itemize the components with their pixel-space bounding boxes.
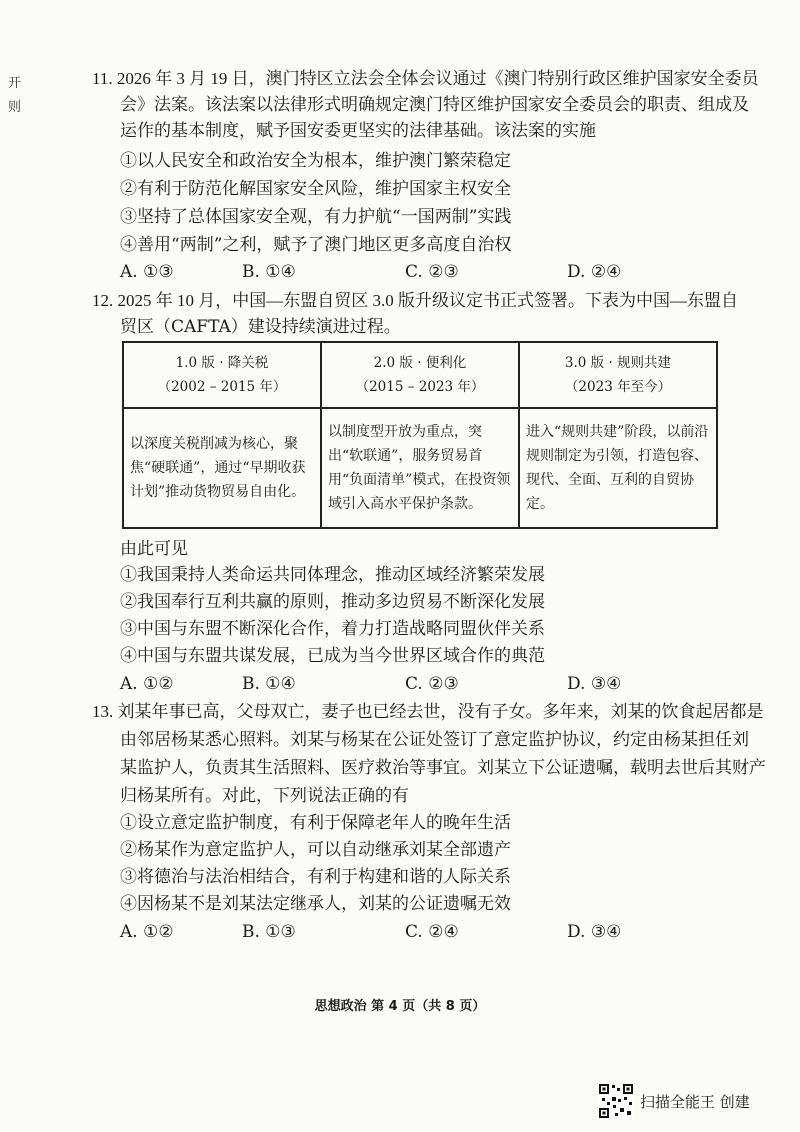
table-header-v1-title: 1.0 版 · 降关税	[175, 355, 269, 371]
q13-stem-line-4: 归杨某所有。对此，下列说法正确的有	[120, 786, 409, 806]
q11-option-d[interactable]: D. ②④	[567, 262, 622, 282]
q11-stem-line-3: 运作的基本制度，赋予国安委更坚实的法律基础。该法案的实施	[120, 121, 596, 141]
q11-item-3: ③坚持了总体国家安全观，有力护航“一国两制”实践	[120, 207, 512, 227]
q13-item-4: ④因杨某不是刘某法定继承人，刘某的公证遗嘱无效	[120, 894, 511, 914]
q13-item-2: ②杨某作为意定监护人，可以自动继承刘某全部遗产	[120, 840, 511, 860]
q12-stem-line-1: 12. 2025 年 10 月，中国—东盟自贸区 3.0 版升级议定书正式签署。下表为中国—东盟自	[92, 291, 738, 310]
scanner-watermark-text: 扫描全能王 创建	[640, 1092, 750, 1111]
table-cell-v2: 以制度型开放为重点，突出“软联通”，服务贸易首用“负面清单”模式，在投资领域引入高水平保护条款。	[321, 408, 519, 528]
q13-option-a[interactable]: A. ①②	[120, 922, 174, 942]
q11-stem-line-2: 会》法案。该法案以法律形式明确规定澳门特区维护国家安全委员会的职责、组成及	[120, 95, 749, 115]
q11-options	[120, 259, 720, 285]
q11-item-4: ④善用“两制”之利，赋予了澳门地区更多高度自治权	[120, 235, 512, 255]
q12-option-d[interactable]: D. ③④	[567, 674, 622, 694]
q11-item-1: ①以人民安全和政治安全为根本，维护澳门繁荣稳定	[120, 151, 511, 171]
q11-option-a[interactable]: A. ①③	[120, 262, 174, 282]
cafta-evolution-table	[122, 341, 718, 529]
q13-option-c[interactable]: C. ②④	[405, 922, 459, 942]
q13-options	[120, 919, 720, 945]
qr-code-icon	[598, 1083, 634, 1119]
q12-item-2: ②我国奉行互利共赢的原则，推动多边贸易不断深化发展	[120, 592, 545, 612]
q12-option-a[interactable]: A. ①②	[120, 674, 174, 694]
q12-stem-line-2: 贸区（CAFTA）建设持续演进过程。	[120, 317, 401, 337]
q13-item-1: ①设立意定监护制度，有利于保障老年人的晚年生活	[120, 813, 511, 833]
q13-option-d[interactable]: D. ③④	[567, 922, 622, 942]
q12-item-1: ①我国秉持人类命运共同体理念，推动区域经济繁荣发展	[120, 565, 545, 585]
q12-item-3: ③中国与东盟不断深化合作，着力打造战略同盟伙伴关系	[120, 619, 545, 639]
table-header-v2-title: 2.0 版 · 便利化	[373, 355, 467, 371]
q13-option-b[interactable]: B. ①③	[242, 922, 296, 942]
table-header-v1-period: （2002 – 2015 年）	[157, 379, 287, 395]
q12-lead: 由此可见	[120, 539, 188, 559]
q11-stem-line-1: 11. 2026 年 3 月 19 日，澳门特区立法会全体会议通过《澳门特别行政区维护国家安全委员	[92, 69, 759, 88]
table-header-v1	[123, 342, 321, 408]
table-header-v3-title: 3.0 版 · 规则共建	[564, 355, 672, 371]
table-cell-v1: 以深度关税削减为核心，聚焦“硬联通”，通过“早期收获计划”推动货物贸易自由化。	[123, 408, 321, 528]
margin-note: 开 则	[8, 76, 22, 115]
q13-item-3: ③将德治与法治相结合，有利于构建和谐的人际关系	[120, 867, 511, 887]
q13-stem-line-2: 由邻居杨某悉心照料。刘某与杨某在公证处签订了意定监护协议，约定由杨某担任刘	[120, 730, 749, 750]
q13-stem-line-1: 13. 刘某年事已高，父母双亡，妻子也已经去世，没有子女。多年来，刘某的饮食起居都是	[92, 702, 764, 721]
table-header-v2	[321, 342, 519, 408]
scanner-watermark	[598, 1082, 750, 1120]
page-footer: 思想政治 第 4 页（共 8 页）	[314, 999, 486, 1014]
q12-option-b[interactable]: B. ①④	[242, 674, 296, 694]
q13-stem-line-3: 某监护人，负责其生活照料、医疗救治等事宜。刘某立下公证遗嘱，载明去世后其财产	[120, 758, 766, 778]
table-header-v3	[519, 342, 717, 408]
q11-item-2: ②有利于防范化解国家安全风险，维护国家主权安全	[120, 179, 511, 199]
q12-item-4: ④中国与东盟共谋发展，已成为当今世界区域合作的典范	[120, 646, 545, 666]
q12-options	[120, 671, 720, 697]
table-cell-v3: 进入“规则共建”阶段，以前沿规则制定为引领，打造包容、现代、全面、互利的自贸协定。	[519, 408, 717, 528]
q12-option-c[interactable]: C. ②③	[405, 674, 459, 694]
q11-option-b[interactable]: B. ①④	[242, 262, 296, 282]
table-header-v3-period: （2023 年至今）	[564, 379, 672, 395]
q11-option-c[interactable]: C. ②③	[405, 262, 459, 282]
table-header-v2-period: （2015 – 2023 年）	[355, 379, 485, 395]
